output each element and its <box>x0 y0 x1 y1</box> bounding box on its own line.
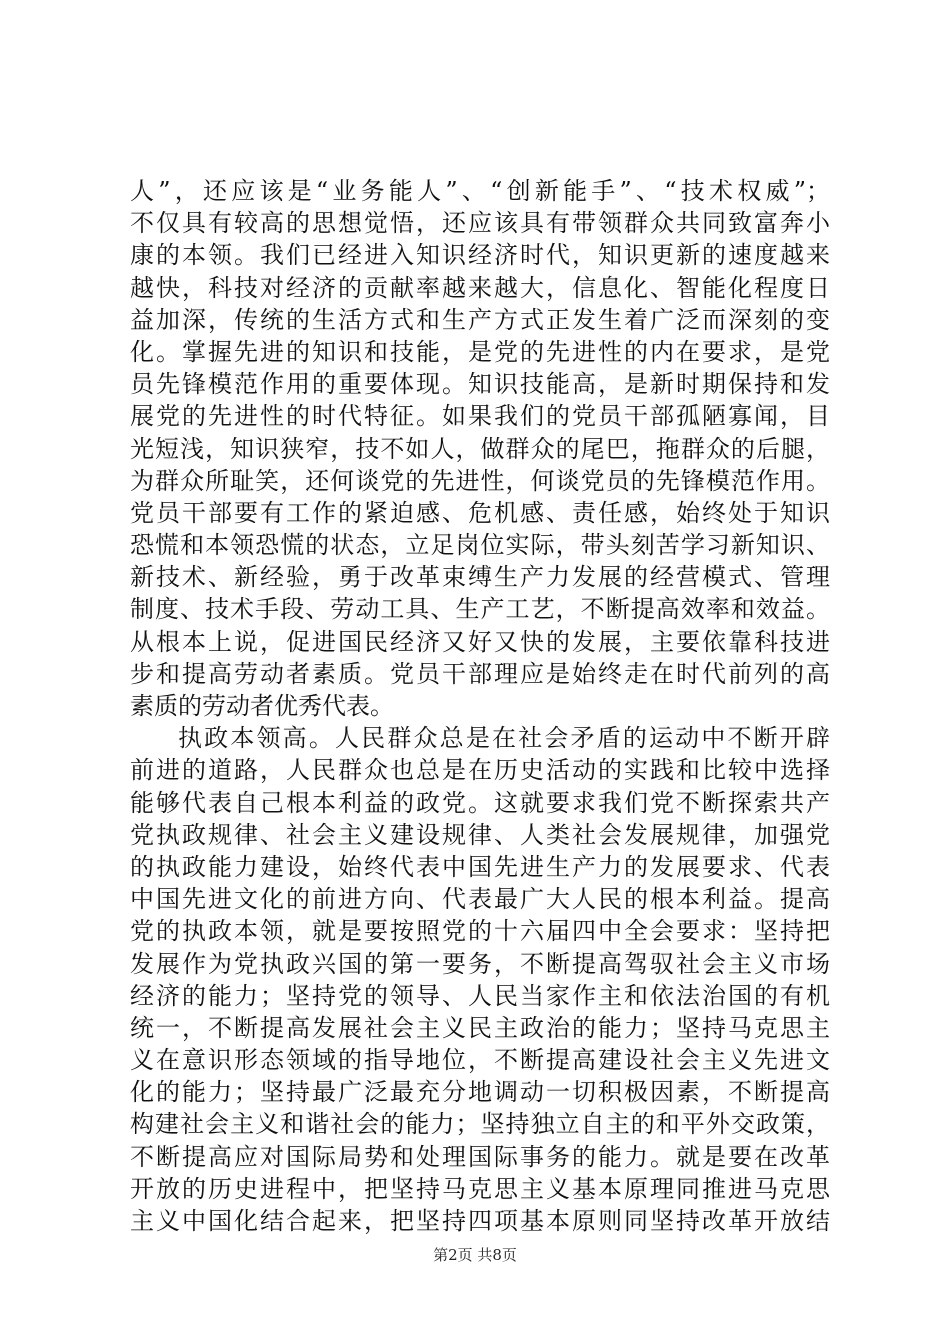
text-line: 党员干部要有工作的紧迫感、危机感、责任感，始终处于知识 <box>130 498 830 527</box>
text-line: 为群众所耻笑，还何谈党的先进性，何谈党员的先锋模范作用。 <box>130 466 830 495</box>
text-line: 从根本上说，促进国民经济又好又快的发展，主要依靠科技进 <box>130 627 830 656</box>
text-line: 益加深，传统的生活方式和生产方式正发生着广泛而深刻的变 <box>130 305 830 334</box>
text-line: 中国先进文化的前进方向、代表最广大人民的根本利益。提高 <box>130 885 830 914</box>
text-line: 构建社会主义和谐社会的能力；坚持独立自主的和平外交政策， <box>130 1110 830 1139</box>
text-line: 统一，不断提高发展社会主义民主政治的能力；坚持马克思主 <box>130 1013 830 1042</box>
text-line: 前进的道路，人民群众也总是在历史活动的实践和比较中选择 <box>130 756 830 785</box>
text-line: 步和提高劳动者素质。党员干部理应是始终走在时代前列的高 <box>130 659 830 688</box>
text-line: 的执政能力建设，始终代表中国先进生产力的发展要求、代表 <box>130 852 830 881</box>
text-line: 化的能力；坚持最广泛最充分地调动一切积极因素，不断提高 <box>130 1078 830 1107</box>
text-line: 开放的历史进程中，把坚持马克思主义基本原理同推进马克思 <box>130 1174 830 1203</box>
page-number-footer: 第2页 共8页 <box>433 1246 517 1264</box>
text-line: 经济的能力；坚持党的领导、人民当家作主和依法治国的有机 <box>130 981 830 1010</box>
text-line: 制度、技术手段、劳动工具、生产工艺，不断提高效率和效益。 <box>130 595 830 624</box>
text-line: 员先锋模范作用的重要体现。知识技能高，是新时期保持和发 <box>130 370 830 399</box>
text-line: 恐慌和本领恐慌的状态，立足岗位实际，带头刻苦学习新知识、 <box>130 531 830 560</box>
text-line: 主义中国化结合起来，把坚持四项基本原则同坚持改革开放结 <box>130 1207 830 1235</box>
text-line: 展党的先进性的时代特征。如果我们的党员干部孤陋寡闻，目 <box>130 402 830 431</box>
text-line: 光短浅，知识狭窄，技不如人，做群众的尾巴，拖群众的后腿， <box>130 434 830 463</box>
text-line: 康的本领。我们已经进入知识经济时代，知识更新的速度越来 <box>130 241 830 270</box>
text-line: 越快，科技对经济的贡献率越来越大，信息化、智能化程度日 <box>130 273 830 302</box>
text-line: 素质的劳动者优秀代表。 <box>130 692 394 720</box>
text-line: 义在意识形态领域的指导地位，不断提高建设社会主义先进文 <box>130 1046 830 1075</box>
text-line: 发展作为党执政兴国的第一要务，不断提高驾驭社会主义市场 <box>130 949 830 978</box>
text-line: 人”，还应该是“业务能人”、“创新能手”、“技术权威”； <box>130 177 830 205</box>
text-line: 不仅具有较高的思想觉悟，还应该具有带领群众共同致富奔小 <box>130 209 830 238</box>
text-line: 新技术、新经验，勇于改革束缚生产力发展的经营模式、管理 <box>130 563 830 592</box>
text-line: 不断提高应对国际局势和处理国际事务的能力。就是要在改革 <box>130 1142 830 1171</box>
body-text <box>130 175 830 1237</box>
text-line: 党执政规律、社会主义建设规律、人类社会发展规律，加强党 <box>130 820 830 849</box>
paragraph-start-line: 执政本领高。人民群众总是在社会矛盾的运动中不断开辟 <box>178 724 830 753</box>
text-line: 化。掌握先进的知识和技能，是党的先进性的内在要求，是党 <box>130 337 830 366</box>
text-line: 党的执政本领，就是要按照党的十六届四中全会要求：坚持把 <box>130 917 830 946</box>
text-line: 能够代表自己根本利益的政党。这就要求我们党不断探索共产 <box>130 788 830 817</box>
